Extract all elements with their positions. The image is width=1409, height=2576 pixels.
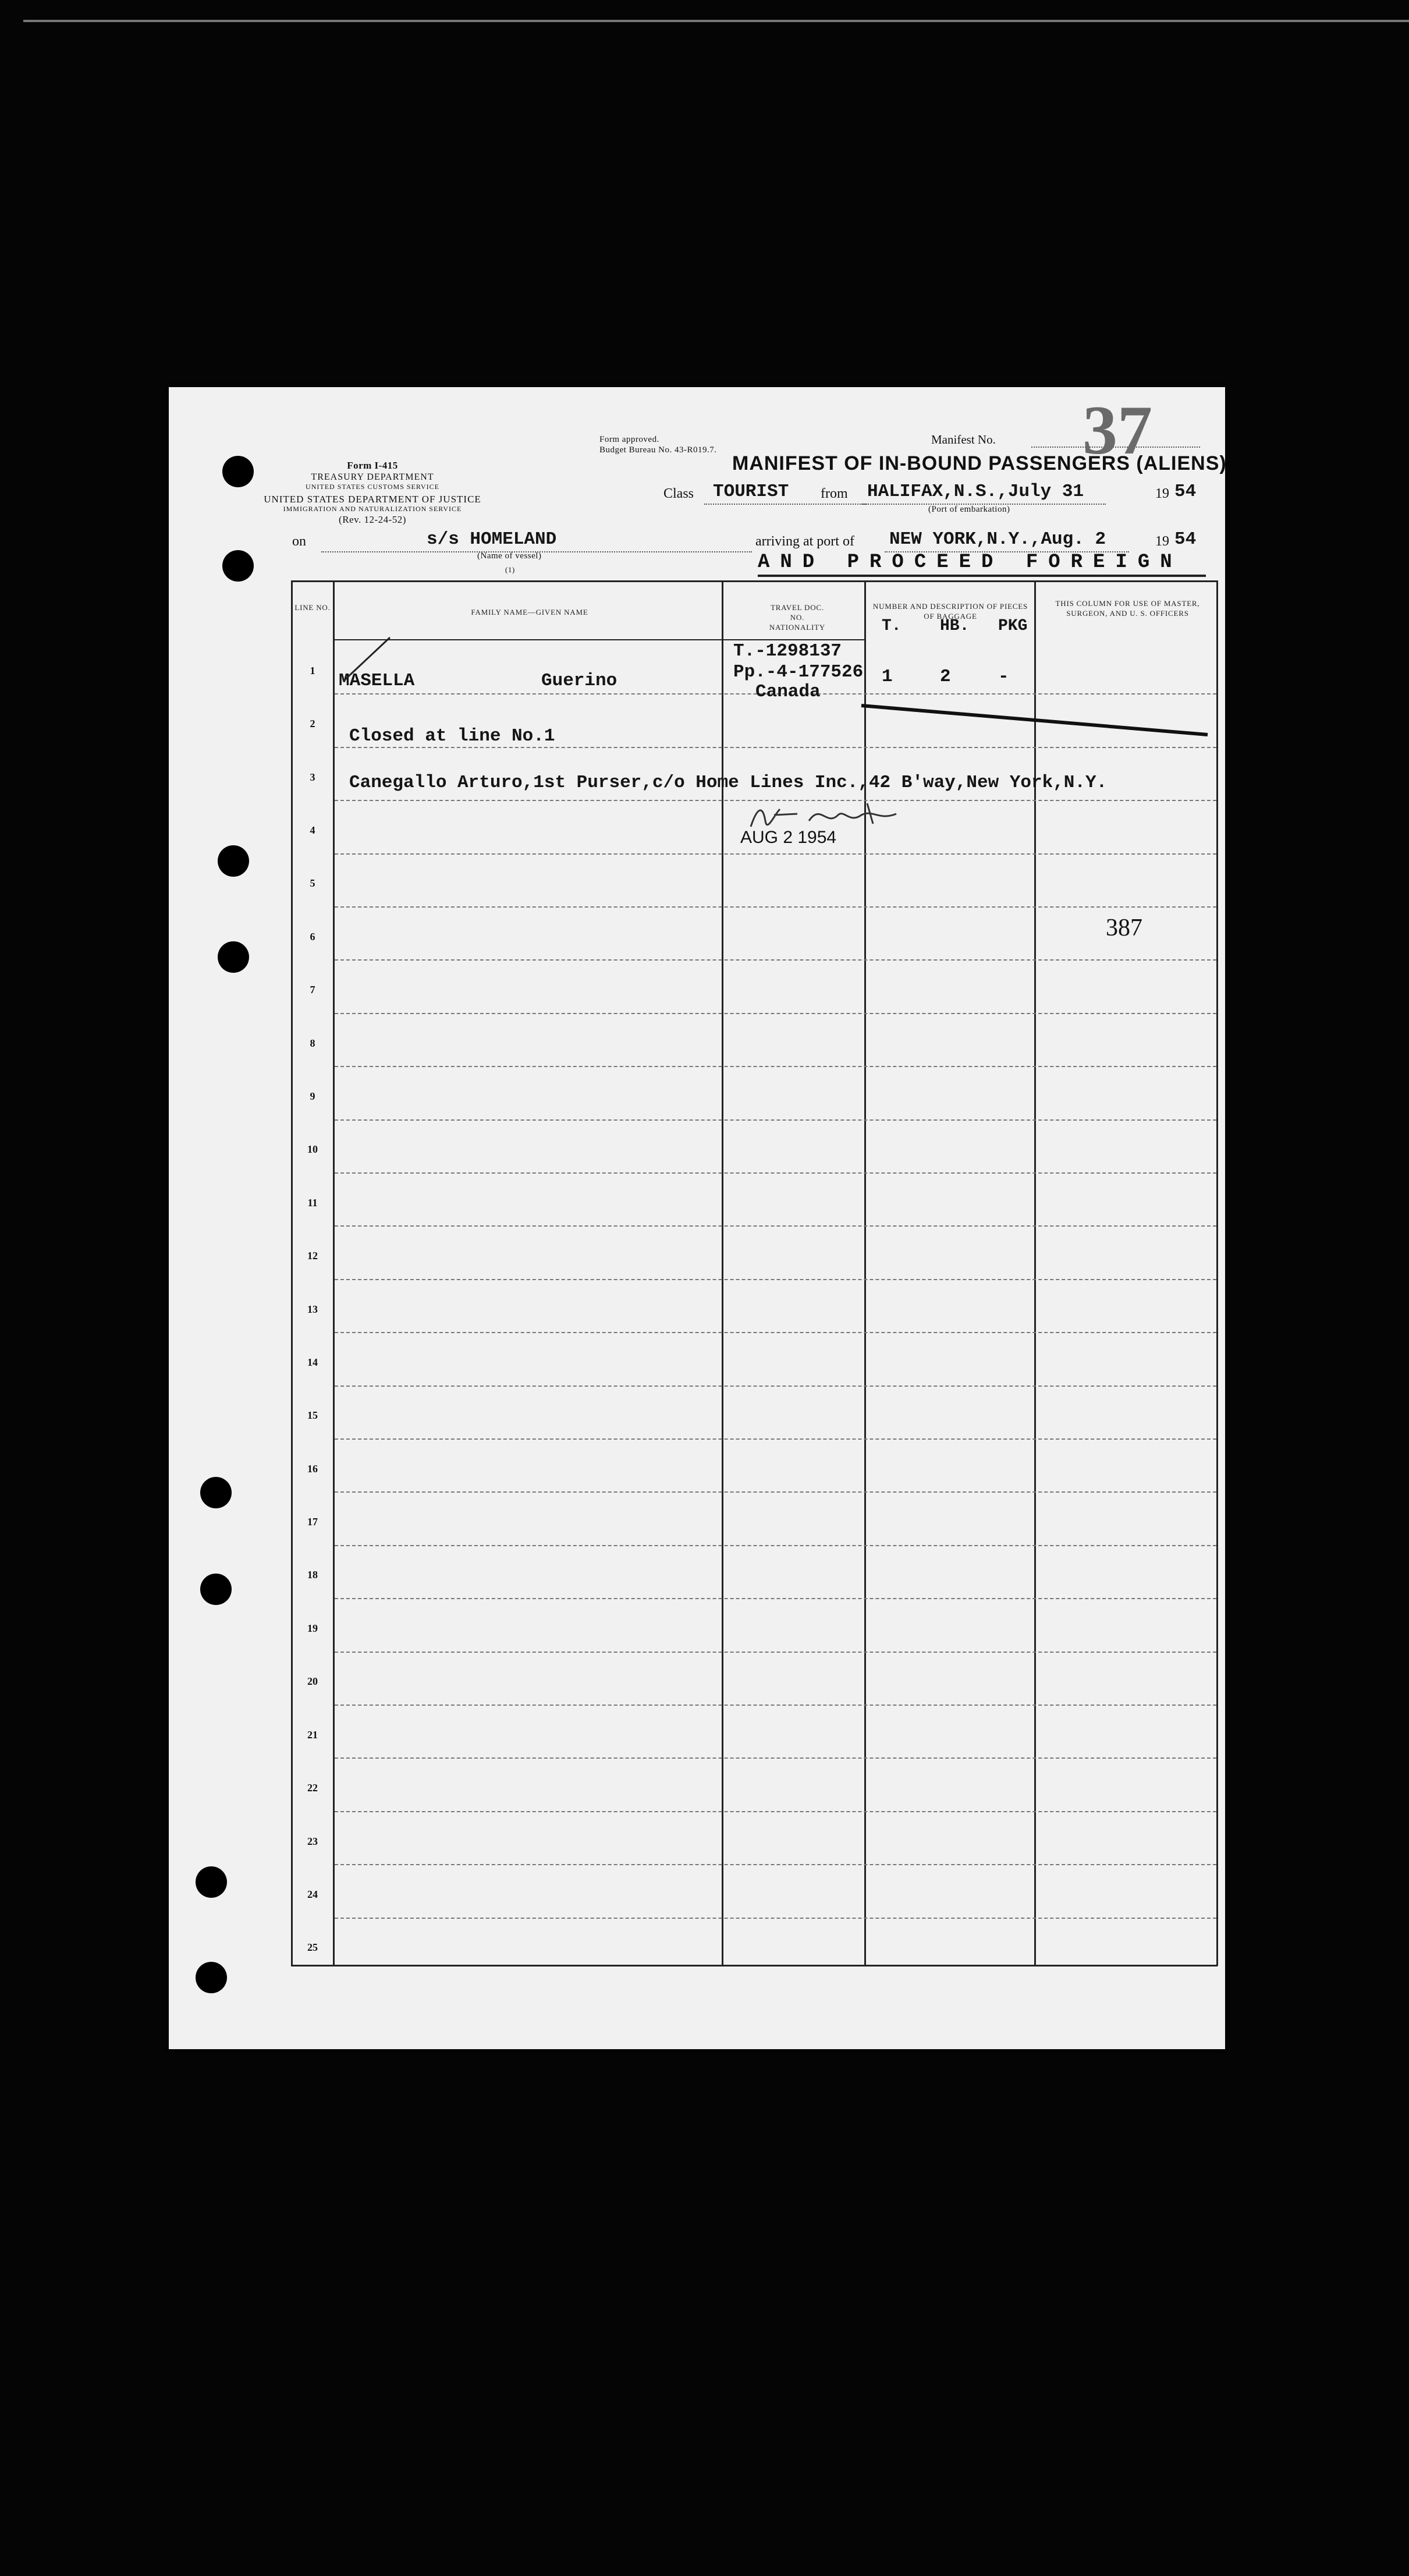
row-line [335, 906, 1216, 908]
punch-hole [196, 1962, 227, 1993]
vessel-caption: (Name of vessel) [477, 551, 542, 561]
arriving-year-value: 54 [1174, 529, 1197, 550]
page-title: MANIFEST OF IN-BOUND PASSENGERS (ALIENS) [732, 452, 1227, 474]
line-number: 13 [307, 1303, 318, 1315]
row-line [335, 1066, 1216, 1067]
row-line [335, 853, 1216, 855]
col-travel-doc: TRAVEL DOC. NO. NATIONALITY [769, 603, 826, 632]
punch-hole [218, 941, 249, 973]
row-line [335, 1013, 1216, 1014]
line-number: 25 [307, 1941, 318, 1953]
row-line [335, 1758, 1216, 1759]
row-line [335, 1811, 1216, 1812]
line-number: 4 [310, 824, 315, 836]
department-of-justice: UNITED STATES DEPARTMENT OF JUSTICE [264, 494, 481, 505]
row-line [335, 1279, 1216, 1280]
row1-given-name: Guerino [541, 671, 617, 691]
line-number: 15 [307, 1409, 318, 1421]
film-edge-line [23, 20, 1409, 22]
year-value: 54 [1174, 481, 1197, 502]
col-baggage: NUMBER AND DESCRIPTION OF PIECES OF BAGGAGE [872, 602, 1028, 621]
port-caption: (Port of embarkation) [928, 505, 1010, 514]
tick-mark [343, 637, 390, 681]
row1-travel-doc: T.-1298137 [733, 641, 842, 661]
table-bottom-border [291, 1965, 1218, 1966]
arriving-label: arriving at port of [755, 534, 854, 549]
on-label: on [292, 534, 306, 549]
line-number: 3 [310, 771, 315, 783]
row-line [335, 1225, 1216, 1227]
row1-bag-hb: 2 [940, 667, 951, 687]
row-line [335, 1918, 1216, 1919]
punch-hole [200, 1477, 232, 1508]
row-line [335, 1386, 1216, 1387]
line-number: 10 [307, 1143, 318, 1155]
row-line [335, 1332, 1216, 1333]
line-number: 11 [307, 1197, 318, 1209]
vessel-note: (1) [505, 565, 515, 574]
line-number: 6 [310, 931, 315, 942]
form-number: Form I-415 [347, 460, 398, 471]
arriving-year-prefix: 19 [1155, 534, 1169, 549]
line-number: 9 [310, 1090, 315, 1102]
cancel-strokes [169, 387, 1225, 795]
proceed-foreign: AND PROCEED FOREIGN [758, 551, 1183, 573]
manifest-page [169, 387, 1225, 2049]
date-stamp: AUG 2 1954 [740, 828, 837, 847]
line-number: 20 [307, 1675, 318, 1687]
class-value: TOURIST [713, 481, 789, 502]
arriving-value: NEW YORK,N.Y.,Aug. 2 [889, 529, 1106, 550]
line-number: 12 [307, 1250, 318, 1262]
col-line-no: LINE NO. [294, 603, 331, 612]
row1-family-name: MASELLA [339, 671, 415, 691]
year-prefix: 19 [1155, 486, 1169, 501]
row-line [335, 1545, 1216, 1546]
class-label: Class [663, 486, 694, 501]
line-number: 5 [310, 877, 315, 889]
form-approved: Form approved. [599, 435, 659, 444]
punch-hole [218, 845, 249, 877]
manifest-no-value: 37 [1083, 391, 1152, 469]
treasury-department: TREASURY DEPARTMENT [311, 472, 434, 482]
line-number: 18 [307, 1569, 318, 1581]
row-line [335, 1864, 1216, 1865]
line-number: 7 [310, 984, 315, 995]
row1-passport: Pp.-4-177526 [733, 662, 864, 682]
revision: (Rev. 12-24-52) [339, 514, 406, 525]
baggage-t-head: T. [882, 617, 902, 635]
punch-hole [196, 1866, 227, 1898]
manifest-no-label: Manifest No. [931, 433, 996, 447]
vessel-value: s/s HOMELAND [427, 529, 557, 550]
row-line [335, 1705, 1216, 1706]
punch-hole [200, 1574, 232, 1605]
row1-bag-t: 1 [882, 667, 893, 687]
line-number: 14 [307, 1356, 318, 1368]
line-number: 24 [307, 1888, 318, 1900]
row2-closed-text: Closed at line No.1 [349, 726, 555, 746]
budget-bureau: Budget Bureau No. 43-R019.7. [599, 445, 717, 455]
line-number: 23 [307, 1836, 318, 1847]
from-label: from [821, 486, 848, 501]
row-line [335, 1438, 1216, 1440]
line-number: 16 [307, 1463, 318, 1475]
row-line [335, 959, 1216, 961]
baggage-hb-head: HB. [940, 617, 970, 635]
line-number: 8 [310, 1037, 315, 1049]
officer-number: 387 [1106, 915, 1142, 941]
baggage-pkg-head: PKG [998, 617, 1028, 635]
line-number: 19 [307, 1622, 318, 1634]
row1-bag-pkg: - [998, 667, 1009, 687]
row-line [335, 1491, 1216, 1493]
row-line [335, 1119, 1216, 1121]
row3-purser-text: Canegallo Arturo,1st Purser,c/o Home Lines Inc.,42 B'way,New York,N.Y. [349, 773, 1108, 793]
ins-service: IMMIGRATION AND NATURALIZATION SERVICE [283, 505, 462, 513]
from-value: HALIFAX,N.S.,July 31 [867, 481, 1084, 502]
row1-nationality: Canada [755, 682, 821, 702]
col-name: FAMILY NAME—GIVEN NAME [471, 608, 588, 616]
row-line [335, 1598, 1216, 1599]
line-number: 1 [310, 665, 315, 676]
customs-service: UNITED STATES CUSTOMS SERVICE [306, 483, 439, 491]
line-number: 22 [307, 1782, 318, 1794]
line-number: 2 [310, 718, 315, 729]
line-number: 21 [307, 1729, 318, 1741]
col-officers: THIS COLUMN FOR USE OF MASTER, SURGEON, AND U. S. OFFICERS [1055, 599, 1200, 618]
cancel-line [861, 706, 1208, 735]
row-line [335, 1172, 1216, 1174]
row-line [335, 1652, 1216, 1653]
line-number: 17 [307, 1516, 318, 1528]
